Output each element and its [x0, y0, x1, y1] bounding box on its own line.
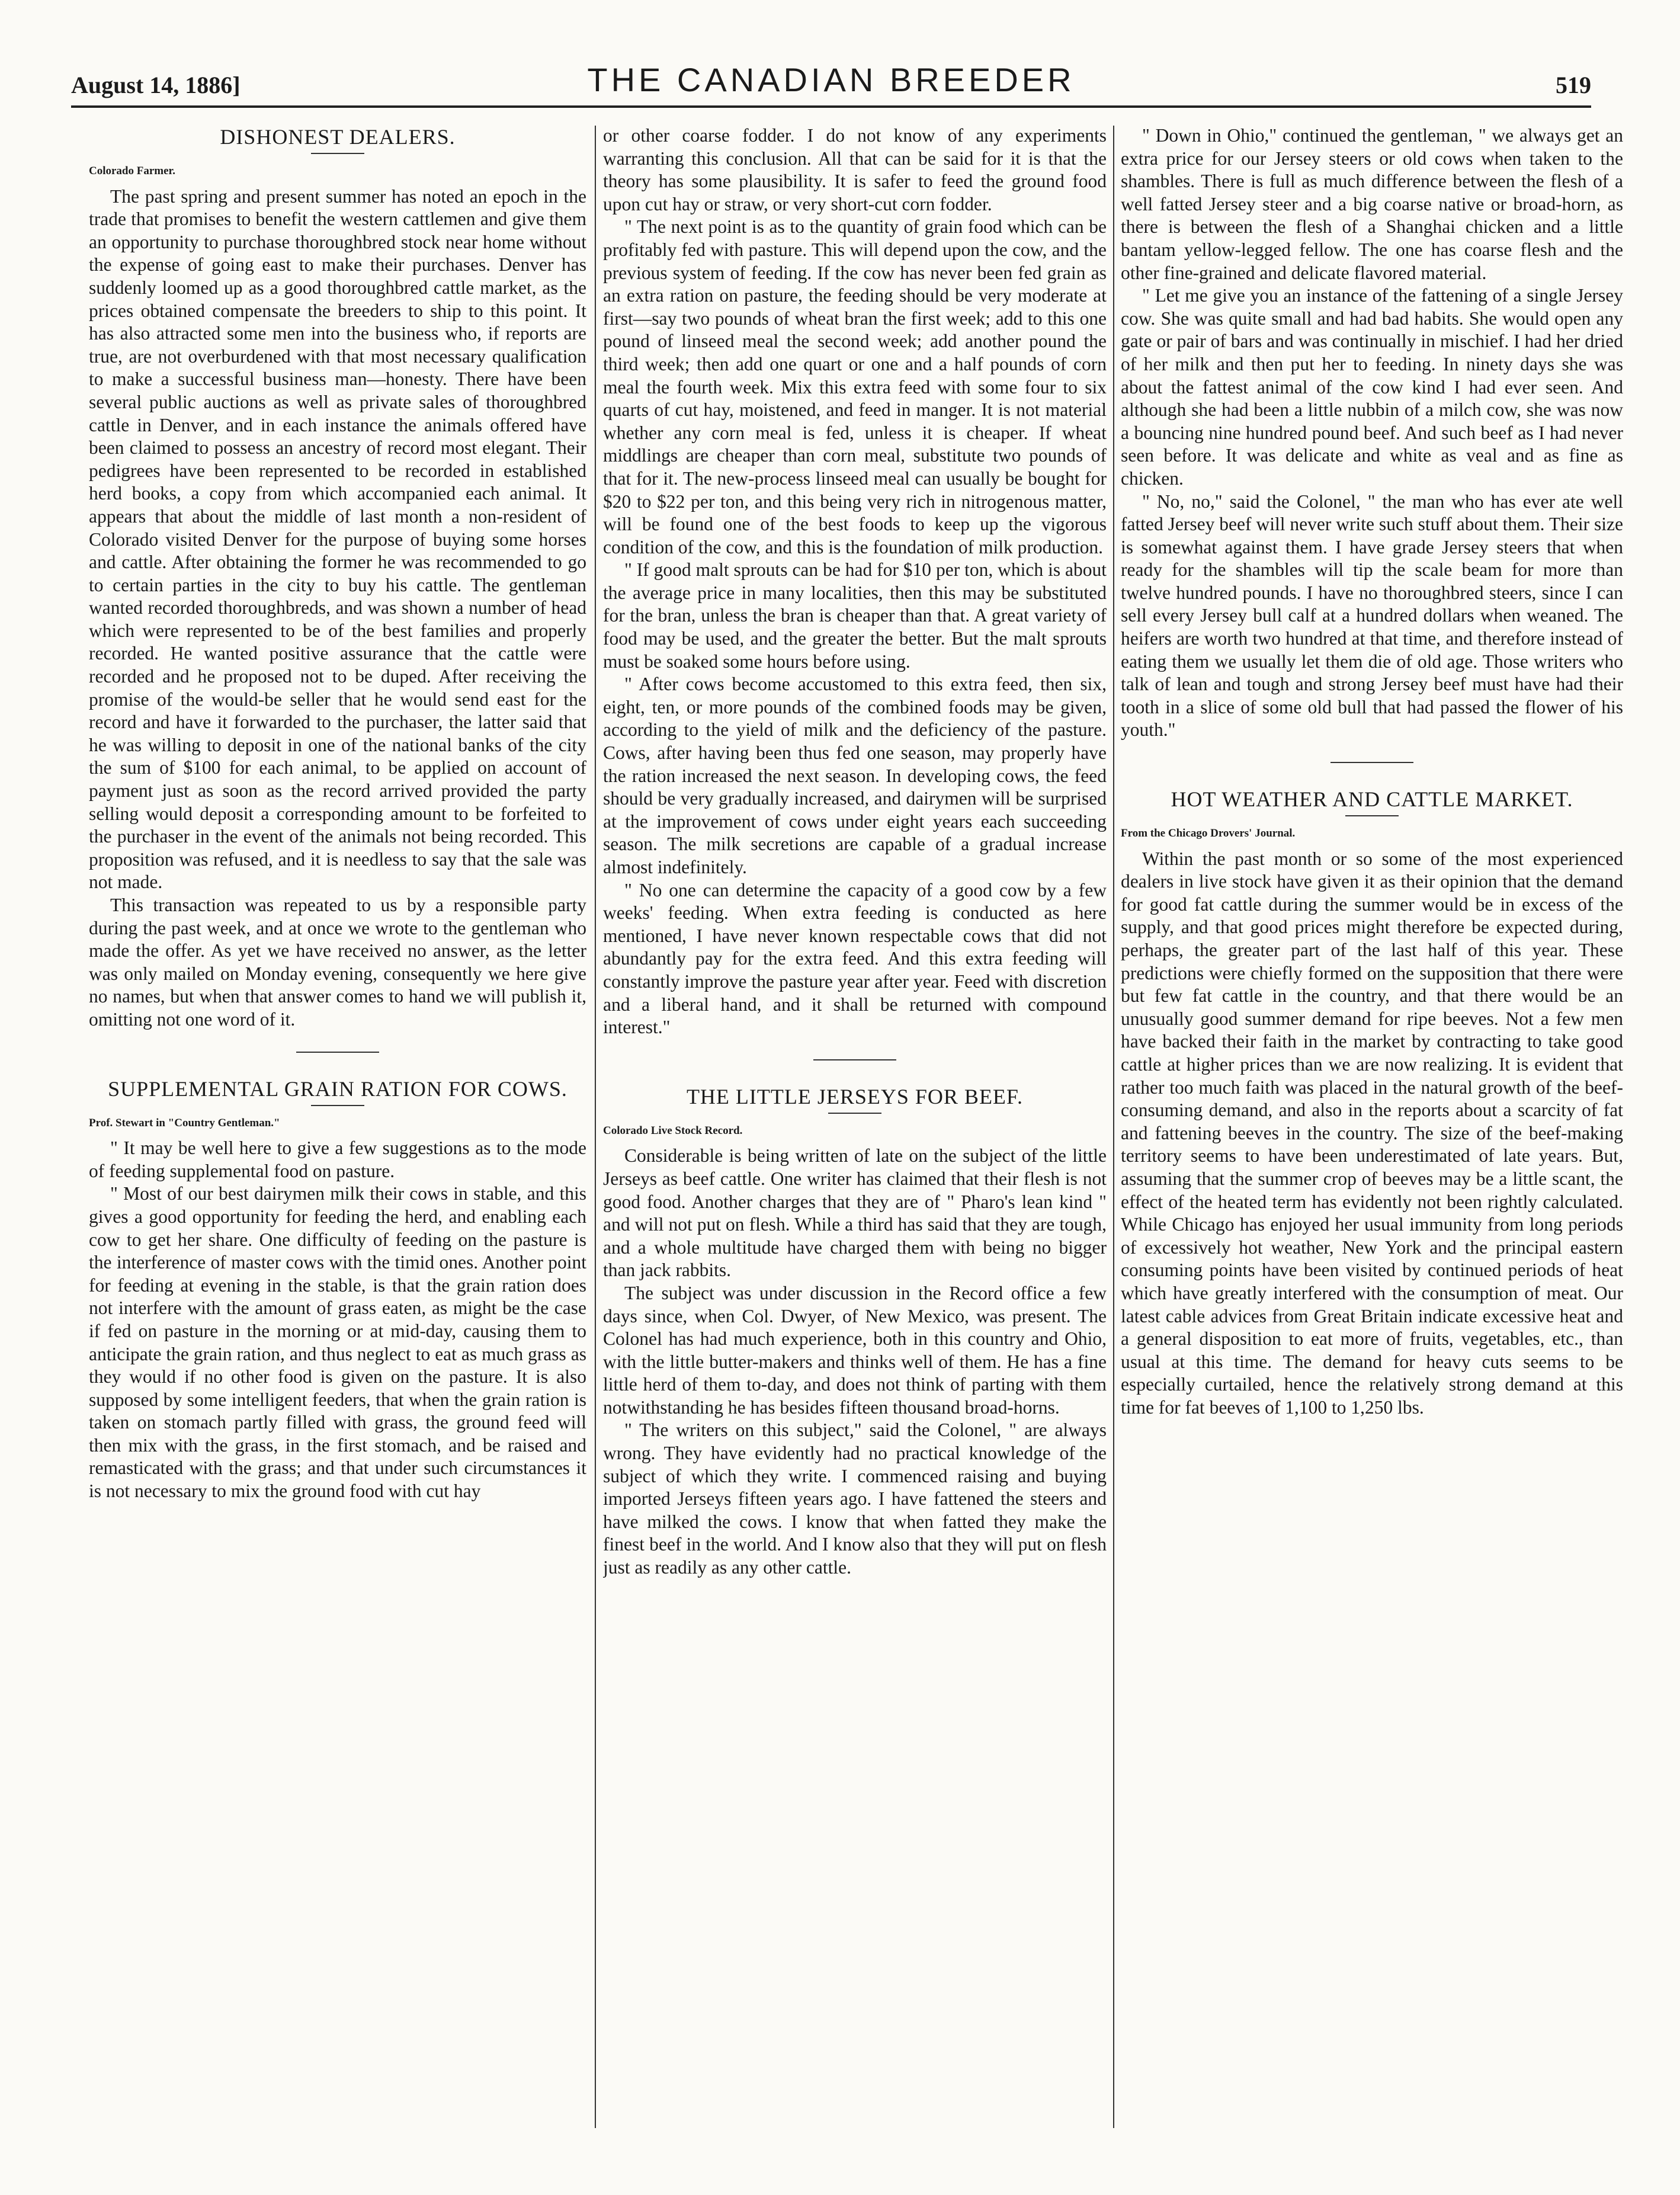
heading-rule: [1345, 815, 1399, 816]
article-source: From the Chicago Drovers' Journal.: [1121, 827, 1296, 840]
column-3: [1121, 124, 1623, 2127]
article-heading-hot-weather: HOT WEATHER AND CATTLE MARKET.: [1171, 787, 1573, 812]
article-paragraph: " Most of our best dairymen milk their cows in stable, and this gives a good opportunity for feeding the herd, and enabling each cow to get her share. One difficulty of feeding on the pasture is the interference of master cows with the timid ones. Another point for feeding at evening in the stable, is that the grain ration does not interfere with the amount of grass eaten, as might be the case if fed on pasture in the morning or at mid-day, causing them to anticipate the grain ration, and thus neglect to eat as much grass as they would if no other food is given on the pasture. It is also supposed by some intelligent feeders, that when the grain ration is taken on stomach partly filled with grass, the ground feed will then mix with the grass, in the first stomach, and be raised and remasticated with the grass; and that under such circumstances it is not necessary to mix the ground food with cut hay: [89, 1183, 586, 1502]
article-paragraph: " No one can determine the capacity of a good cow by a few weeks' feeding. When extra feeding is conducted as here mentioned, I have never known respectable cows that did not abundantly pay for the extra feed. And this extra feeding will constantly improve the pasture year after year. Feed with discretion and a liberal hand, and it shall be returned with compound interest.": [603, 879, 1107, 1038]
article-paragraph: " It may be well here to give a few suggestions as to the mode of feeding supplemental food on pasture.: [89, 1137, 586, 1181]
article-source: Colorado Live Stock Record.: [603, 1124, 743, 1137]
newspaper-title: THE CANADIAN BREEDER: [587, 61, 1075, 98]
article-heading-little-jerseys: THE LITTLE JERSEYS FOR BEEF.: [686, 1084, 1024, 1108]
column-2: [603, 124, 1107, 2127]
section-rule: [296, 1052, 379, 1053]
article-paragraph: " After cows become accustomed to this extra feed, then six, eight, ten, or more pounds of the combined foods may be given, according to the yield of milk and the deficiency of the pasture. Cows, after having been thus fed one season, may properly have the ration increased the next season. In developing cows, the feed should be very gradually increased, and dairymen will be surprised at the improvement of cows under eight years each succeeding season. The milk secretions are capable of a gradual increase almost indefinitely.: [603, 674, 1107, 877]
article-paragraph: Within the past month or so some of the most experienced dealers in live stock have given it as their opinion that the demand for good fat cattle during the summer would be in excess of the supply, and that good prices might therefore be expected during, perhaps, the greater part of the last half of this year. These predictions were chiefly formed on the supposition that there were but few fat cattle in the country, and that there would be an unusually good summer demand for ripe beeves. Not a few men have backed their faith in the market by contracting to take good cattle at higher prices than we are now realizing. It is evident that rather too much faith was placed in the natural growth of the beef-consuming demand, and also in the reports about a scarcity of fat and fattening beeves in the country. The size of the beef-making territory seems to have been underestimated of late years. But, assuming that the summer crop of beeves may be a little scant, the effect of the heated term has evidently not been rightly calculated. While Chicago has enjoyed her usual immunity from long periods of excessively hot weather, New York and the principal eastern consuming points have been visited by continued periods of heat which have greatly interfered with the consumption of meat. Our latest cable advices from Great Britain indicate excessive heat and a general disposition to eat more of fruits, vegetables, etc., than usual at this time. The demand for heavy cuts seems to be especially curtailed, hence the relatively strong demand at this time for fat beeves of 1,100 to 1,250 lbs.: [1121, 848, 1623, 1418]
article-paragraph: " Let me give you an instance of the fattening of a single Jersey cow. She was quite small and had bad habits. She would open any gate or pair of bars and was continually in mischief. I had her dried of her milk and then put her to feeding. In ninety days she was about the fattest animal of the cow kind I had ever seen. And although she had been a little nubbin of a milch cow, she was now a bouncing nine hundred pound beef. And such beef as I had never seen before. It was delicate and white as veal and as fine as chicken.: [1121, 285, 1623, 489]
article-paragraph: " The writers on this subject," said the Colonel, " are always wrong. They have evidently had no practical knowledge of the subject of which they write. I commenced raising and buying imported Jerseys fifteen years ago. I have fattened the steers and have milked the cows. I know that when fatted they make the finest beef in the world. And I know also that they will put on flesh just as readily as any other cattle.: [603, 1419, 1107, 1578]
column-1: [89, 124, 586, 2127]
article-heading-dishonest-dealers: DISHONEST DEALERS.: [220, 125, 456, 149]
article-paragraph: Considerable is being written of late on the subject of the little Jerseys as beef cattle. One writer has claimed that their flesh is not good food. Another charges that they are of " Pharo's lean kind " and will not put on flesh. While a third has said that they are tough, and a whole multitude have charged them with being no bigger than jack rabbits.: [603, 1145, 1107, 1281]
heading-rule: [828, 1113, 881, 1114]
article-paragraph: or other coarse fodder. I do not know of any experiments warranting this conclusion. All that can be said for it is that the theory has some plausibility. It is safer to feed the ground food upon cut hay or straw, or very short-cut corn fodder.: [603, 125, 1107, 214]
page-number: 519: [1556, 72, 1591, 98]
issue-date: August 14, 1886]: [71, 72, 241, 98]
article-heading-supplemental-grain: SUPPLEMENTAL GRAIN RATION FOR COWS.: [108, 1076, 568, 1101]
heading-rule: [311, 1105, 364, 1106]
article-source: Prof. Stewart in "Country Gentleman.": [89, 1116, 280, 1129]
column-divider: [1113, 126, 1114, 2128]
article-paragraph: The past spring and present summer has noted an epoch in the trade that promises to benefit the western cattlemen and give them an opportunity to purchase thoroughbred stock near home without the expense of going east to make their purchases. Denver has suddenly loomed up as a good thoroughbred cattle market, as the prices obtained compensate the breeders to ship to this point. It has also attracted some men into the business who, if reports are true, are not overburdened with that most necessary qualification to make a successful business man—honesty. There have been several public auctions as well as private sales of thoroughbred cattle in Denver, and in each instance the animals offered have been claimed to possess an ancestry of record most elegant. Their pedigrees have been represented to be recorded in established herd books, a copy from which accompanied each animal. It appears that about the middle of last month a non-resident of Colorado visited Denver for the purpose of buying some horses and cattle. After obtaining the former he was recommended to go to certain parties in the city to buy his cattle. The gentleman wanted recorded thoroughbreds, and was shown a number of head which were represented to be of the best families and properly recorded. He wanted positive assurance that the cattle were recorded and he proposed not to be duped. After receiving the promise of the would-be seller that he would send east for the record and have it forwarded to the purchaser, the latter said that he was willing to deposit in one of the national banks of the city the sum of $100 for each animal, to be applied on account of payment just as soon as the record arrived provided the party selling would deposit a corresponding amount to be forfeited to the purchaser in the event of the animals not being recorded. This proposition was refused, and it is needless to say that the sale was not made.: [89, 185, 586, 893]
masthead: [71, 58, 1591, 108]
article-paragraph: " No, no," said the Colonel, " the man who has ever ate well fatted Jersey beef will never write such stuff about them. Their size is somewhat against them. I have grade Jersey steers that when ready for the shambles will tip the scale beam for more than twelve hundred pounds. I have no thoroughbred steers, since I can sell every Jersey bull calf at a hundred dollars when weaned. The heifers are worth two hundred at that time, and therefore instead of eating them we usually let them die of old age. Those writers who talk of lean and tough and strong Jersey beef must have had their tooth in a slice of some old bull that had passed the flower of his youth.": [1121, 491, 1623, 741]
heading-rule: [311, 153, 364, 154]
section-rule: [813, 1059, 896, 1060]
article-paragraph: This transaction was repeated to us by a responsible party during the past week, and at once we wrote to the gentleman who made the offer. As yet we have received no answer, as the letter was only mailed on Monday evening, consequently we here give no names, but when that answer comes to hand we will publish it, omitting not one word of it.: [89, 895, 586, 1030]
article-paragraph: " Down in Ohio," continued the gentleman, " we always get an extra price for our Jersey steers or old cows when taken to the shambles. There is full as much difference between the flesh of a well fatted Jersey steer and a big coarse native or broad-horn, as there is between the flesh of a Shanghai chicken and a little bantam yellow-legged fellow. The one has coarse flesh and the other fine-grained and delicate flavored material.: [1121, 125, 1623, 283]
article-paragraph: " The next point is as to the quantity of grain food which can be profitably fed with pasture. This will depend upon the cow, and the previous system of feeding. If the cow has never been fed grain as an extra ration on pasture, the feeding should be very moderate at first—say two pounds of wheat bran the first week; add to this one pound of linseed meal the second week; add another pound the third week; then add one quart or one and a half pounds of corn meal the fourth week. Mix this extra feed with some four to six quarts of cut hay, moistened, and feed in manger. It is not material whether any corn meal is fed, unless it is cheaper. If wheat middlings are cheaper than corn meal, substitute two pounds of that for it. The new-process linseed meal can usually be bought for $20 to $22 per ton, and this being very rich in nitrogenous matter, will be found one of the best foods to keep up the vigorous condition of the cow, and this is the foundation of milk production.: [603, 216, 1107, 557]
article-paragraph: The subject was under discussion in the Record office a few days since, when Col. Dwyer, of New Mexico, was present. The Colonel has had much experience, both in this country and Ohio, with the little butter-makers and thinks well of them. He has a fine little herd of them to-day, and does not think of parting with them notwithstanding he has besides fifteen thousand broad-horns.: [603, 1282, 1107, 1418]
section-rule: [1330, 762, 1413, 763]
article-paragraph: " If good malt sprouts can be had for $10 per ton, which is about the average price in many localities, then this may be substituted for the bran, unless the bran is cheaper than that. A great variety of food may be used, and the greater the better. But the malt sprouts must be soaked some hours before using.: [603, 559, 1107, 672]
column-divider: [595, 126, 596, 2128]
article-source: Colorado Farmer.: [89, 165, 175, 177]
